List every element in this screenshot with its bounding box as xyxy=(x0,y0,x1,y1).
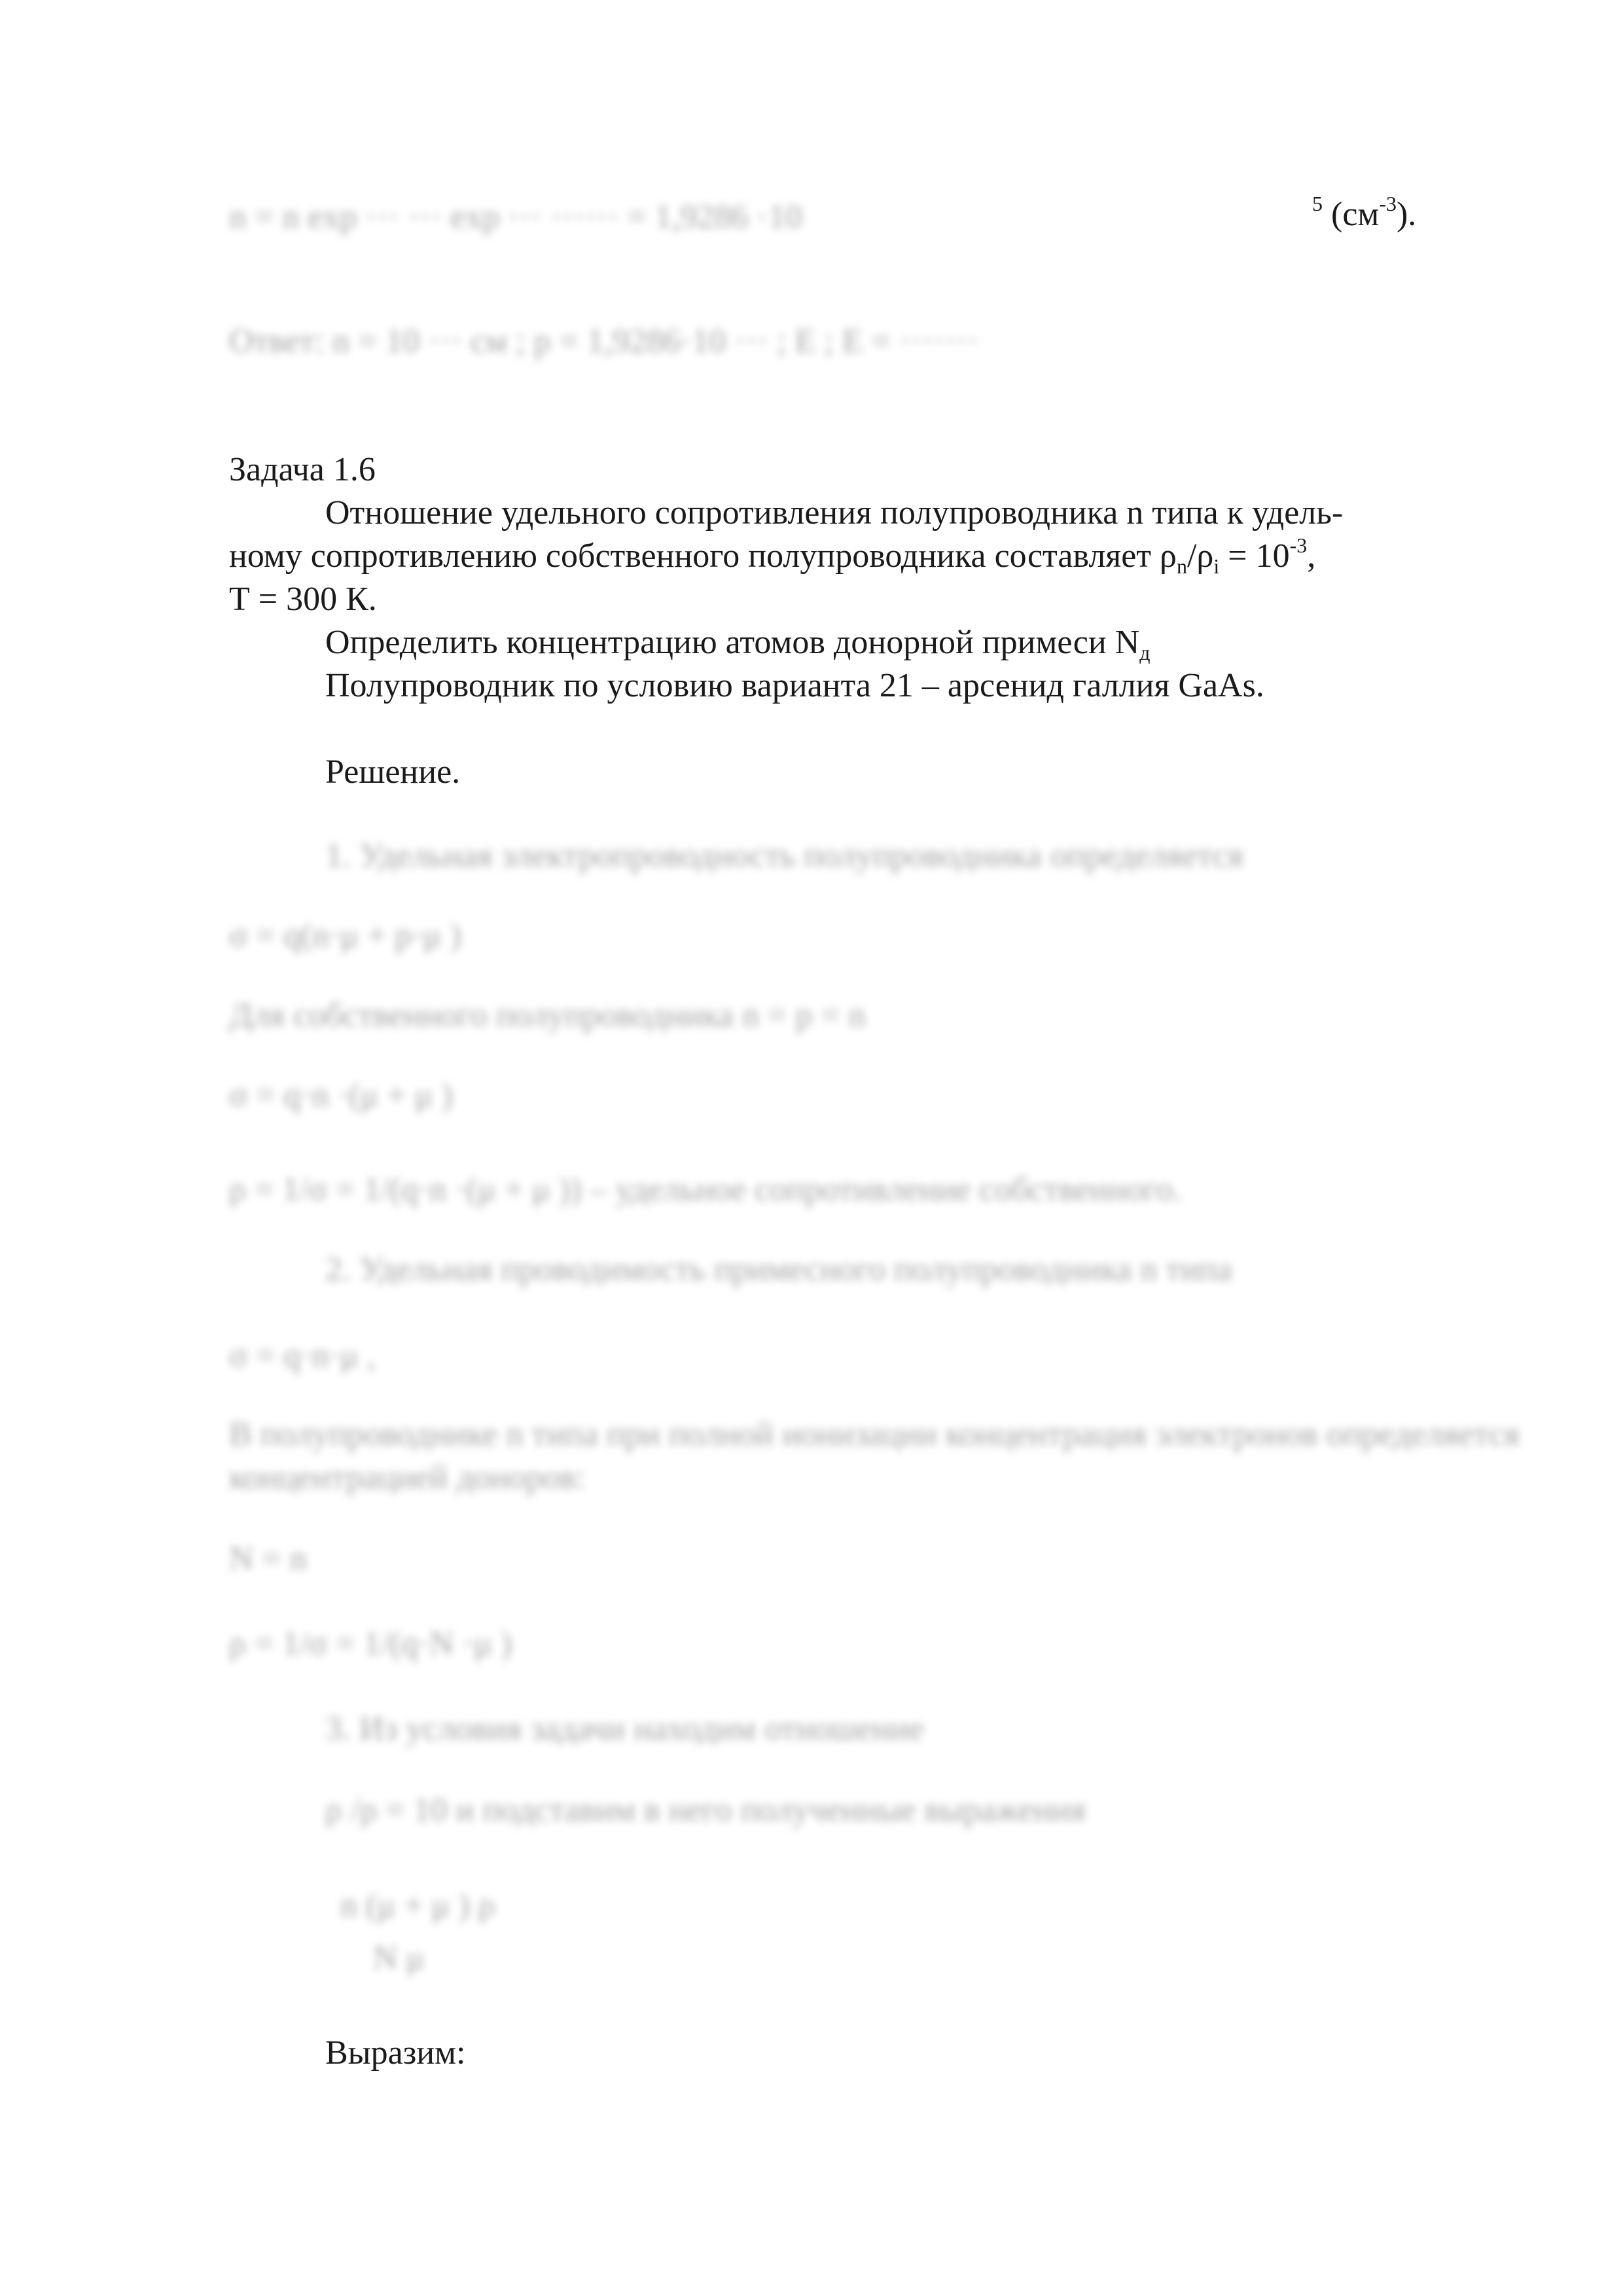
blurred-solution-line: В полупроводнике n типа при полной ионизации концентрация электронов определяется xyxy=(229,1416,1520,1453)
blurred-answer-line: Ответ: n = 10 ··· см ; p = 1,9286·10 ··· ; E ; E = ······· xyxy=(229,323,979,360)
blurred-solution-line: 3. Из условия задачи находим отношение xyxy=(325,1710,924,1748)
blurred-solution-line: Для собственного полупроводника n = p = n xyxy=(229,997,866,1034)
blurred-solution-line: ρ = 1/σ = 1/(q·N ·μ ) xyxy=(229,1625,512,1662)
blurred-solution-line: N = n xyxy=(229,1540,307,1577)
express-label: Выразим: xyxy=(325,2034,466,2072)
task-question: Определить концентрацию атомов донорной примеси $N_д$ xyxy=(325,624,1150,664)
task-variant: Полупроводник по условию варианта 21 – арсенид галлия GaAs. xyxy=(325,667,1264,704)
blurred-solution-line: ρ = 1/σ = 1/(q·n ·(μ + μ )) – удельное сопротивление собственного. xyxy=(229,1171,1182,1208)
blurred-solution-line: σ = q·n ·(μ + μ ) xyxy=(229,1077,453,1114)
blurred-formula-line: n = n exp ··· ··· exp ··· ······ = 1,9286 ·10 xyxy=(229,198,802,236)
task-heading: Задача 1.6 xyxy=(229,451,376,488)
solution-label: Решение. xyxy=(325,753,461,791)
task-text-line-2: ному сопротивлению собственного полупроводника составляет $\rho_n/\rho_i = 10^{-3}$, xyxy=(229,533,1316,578)
blurred-solution-line: σ = q(n·μ + p·μ ) xyxy=(229,917,461,954)
blurred-solution-line: N μ xyxy=(373,1939,425,1977)
blurred-solution-line: n (μ + μ ) ρ xyxy=(340,1887,495,1924)
task-text-line-3: Т = 300 К. xyxy=(229,581,377,618)
task-text-line-1: Отношение удельного сопротивления полупроводника n типа к удель- xyxy=(325,494,1344,531)
blurred-solution-line: σ = q·n·μ , xyxy=(229,1337,376,1374)
blurred-solution-line: ρ /ρ = 10 и подставим в него полученные выражения xyxy=(325,1791,1086,1829)
blurred-solution-line: 1. Удельная электропроводность полупроводника определяется xyxy=(325,837,1243,874)
blurred-solution-line: концентрацией доноров: xyxy=(229,1459,586,1496)
formula-tail: $^5$ $(см^{-3})$. xyxy=(1312,192,1417,233)
blurred-solution-line: 2. Удельная проводимость примесного полупроводника n типа xyxy=(325,1251,1232,1288)
